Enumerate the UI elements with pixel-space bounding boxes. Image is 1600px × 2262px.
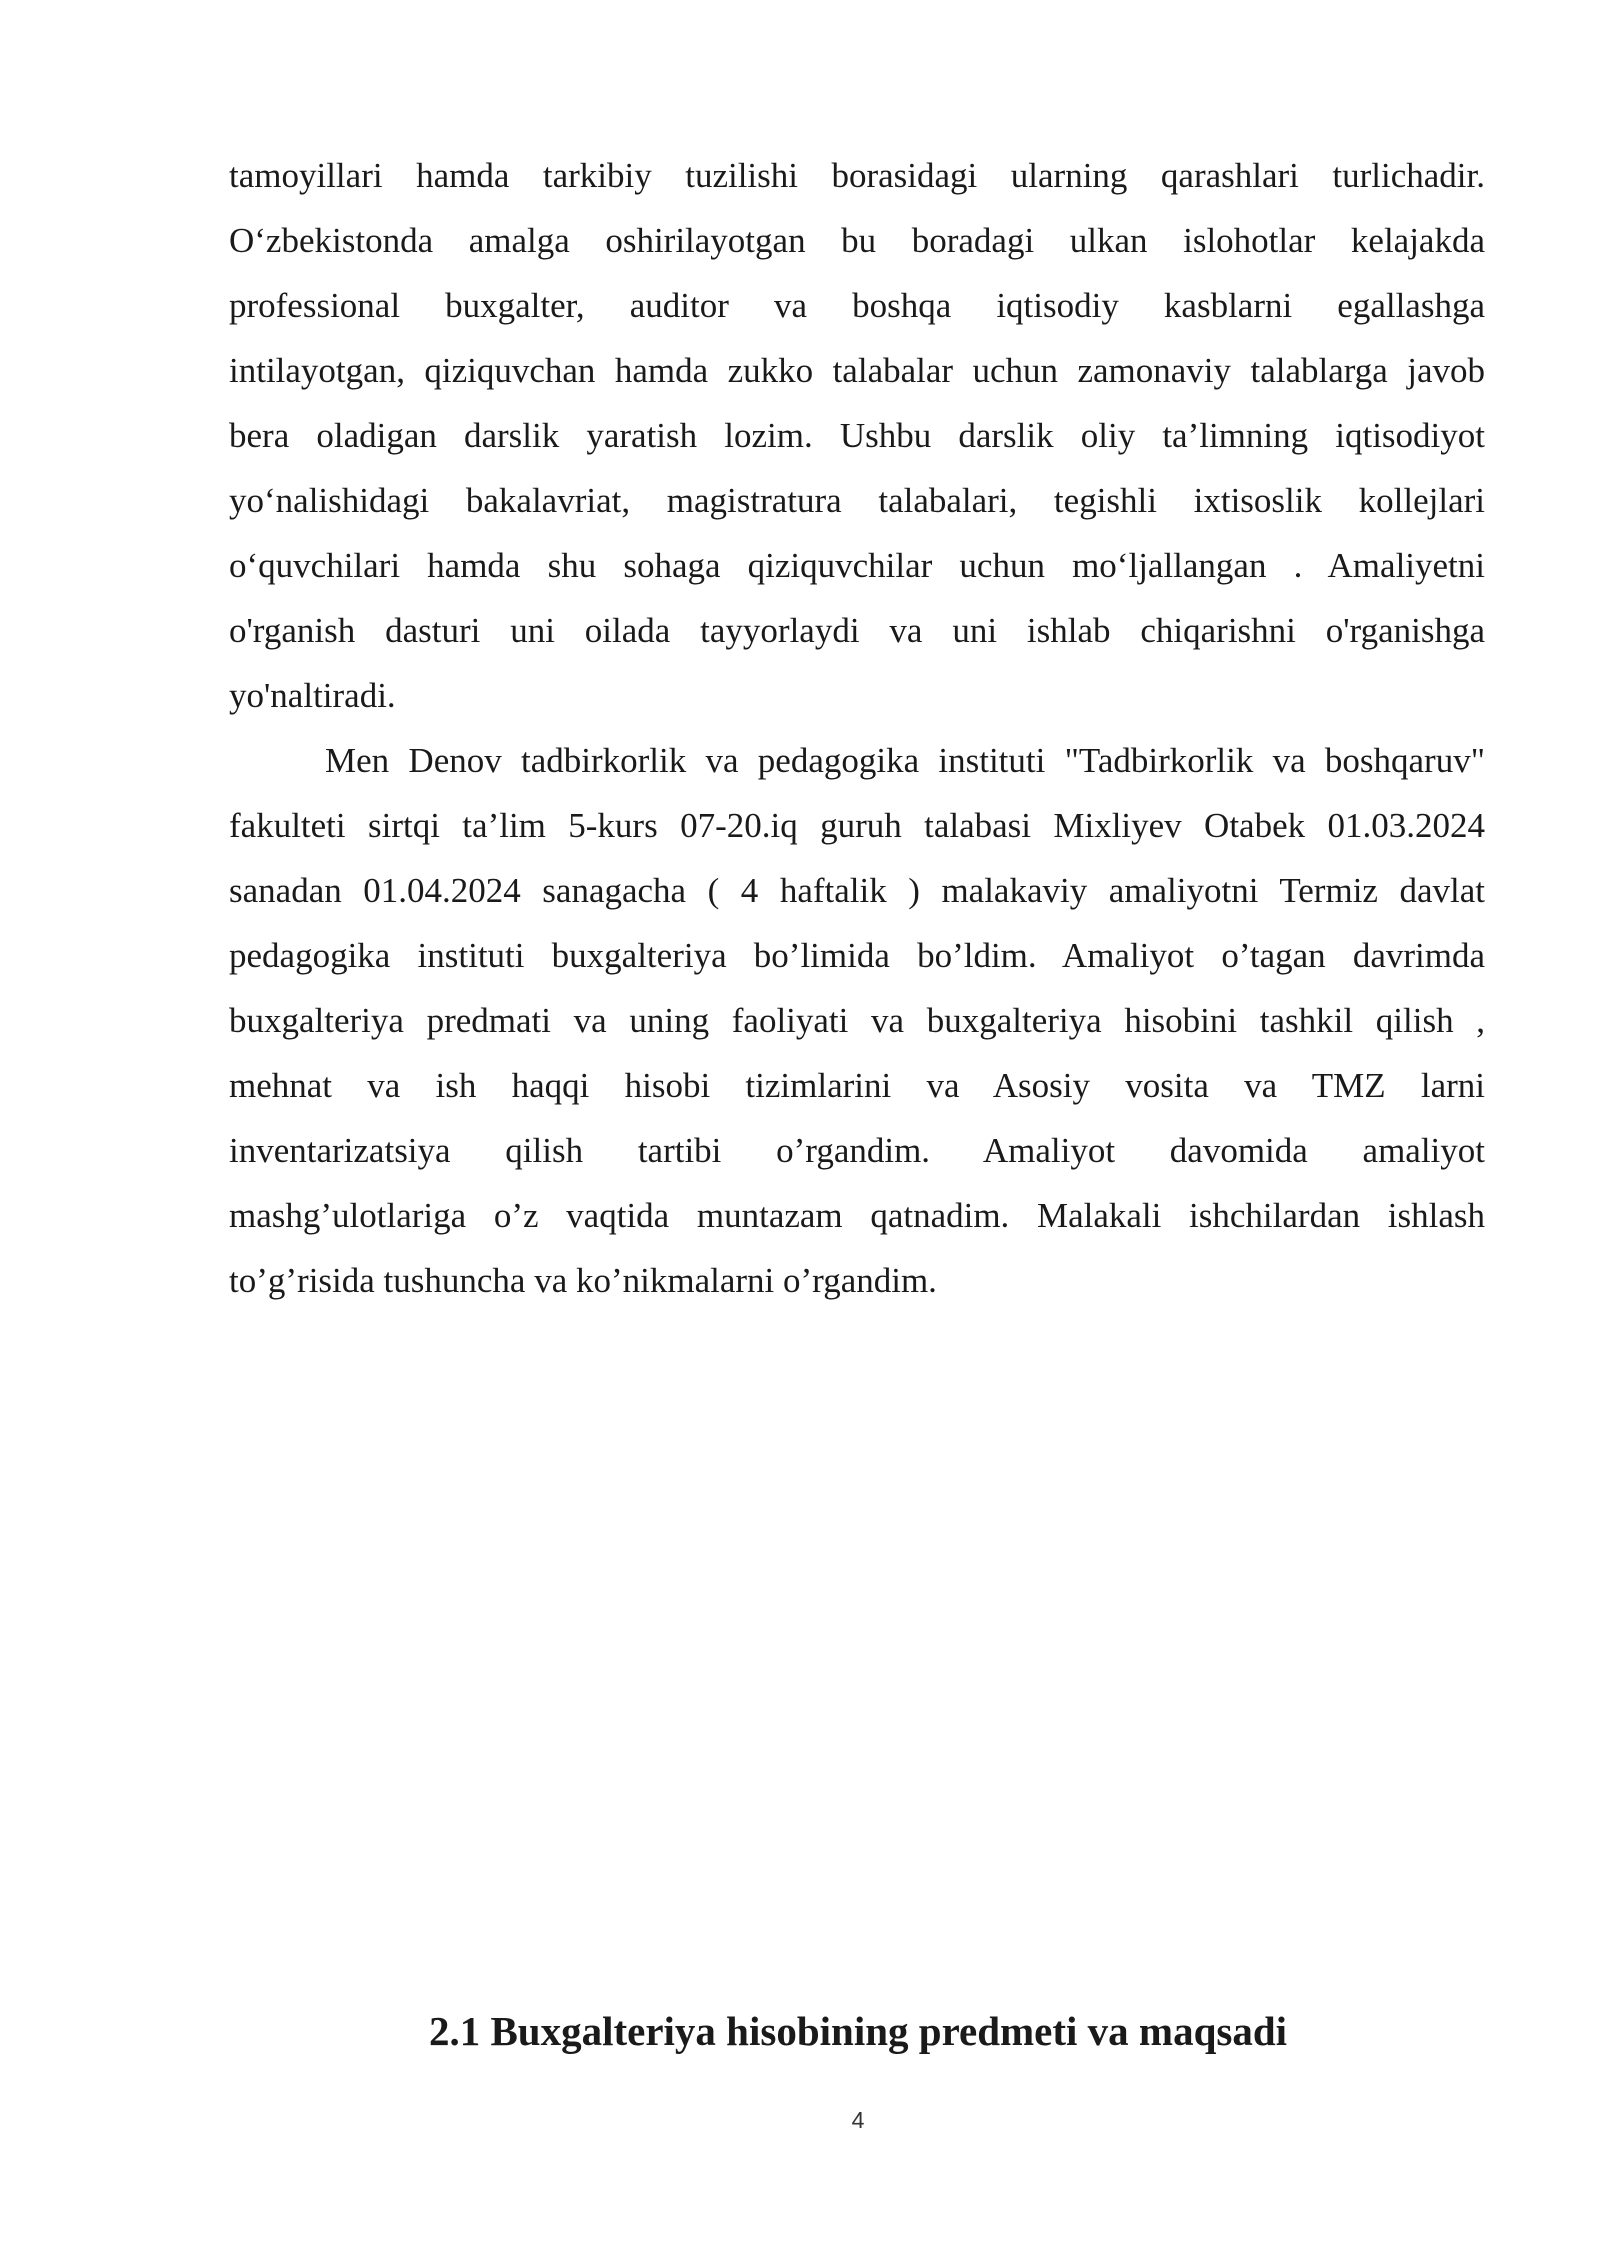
text-line: O‘zbekistonda amalga oshirilayotgan bu boradagi ulkan islohotlar kelajakda bbox=[229, 221, 1485, 260]
section-heading: 2.1 Buxgalteriya hisobining predmeti va maqsadi bbox=[428, 2008, 1288, 2054]
text-line: yo‘nalishidagi bakalavriat, magistratura talabalari, tegishli ixtisoslik kollejlari bbox=[229, 481, 1485, 520]
text-line: to’g’risida tushuncha va ko’nikmalarni o’rgandim. bbox=[229, 1261, 937, 1300]
text-line: inventarizatsiya qilish tartibi o’rgandim. Amaliyot davomida amaliyot bbox=[229, 1131, 1485, 1170]
body-text bbox=[229, 143, 1485, 1313]
text-line: mehnat va ish haqqi hisobi tizimlarini va Asosiy vosita va TMZ larni bbox=[229, 1066, 1485, 1105]
text-line: o'rganish dasturi uni oilada tayyorlaydi va uni ishlab chiqarishni o'rganishga bbox=[229, 611, 1485, 650]
text-line: o‘quvchilari hamda shu sohaga qiziquvchilar uchun mo‘ljallangan . Amaliyetni bbox=[229, 546, 1485, 585]
text-line: yo'naltiradi. bbox=[229, 676, 396, 715]
text-line: professional buxgalter, auditor va boshqa iqtisodiy kasblarni egallashga bbox=[229, 286, 1485, 325]
text-line: mashg’ulotlariga o’z vaqtida muntazam qatnadim. Malakali ishchilardan ishlash bbox=[229, 1196, 1485, 1235]
paragraph-internship bbox=[229, 728, 1485, 1313]
text-line: buxgalteriya predmati va uning faoliyati va buxgalteriya hisobini tashkil qilish , bbox=[229, 1001, 1485, 1040]
text-line: pedagogika instituti buxgalteriya bo’limida bo’ldim. Amaliyot o’tagan davrimda bbox=[229, 936, 1485, 975]
text-line: Men Denov tadbirkorlik va pedagogika instituti "Tadbirkorlik va boshqaruv" bbox=[325, 741, 1485, 780]
text-line: intilayotgan, qiziquvchan hamda zukko talabalar uchun zamonaviy talablarga javob bbox=[229, 351, 1485, 390]
text-line: tamoyillari hamda tarkibiy tuzilishi borasidagi ularning qarashlari turlichadir. bbox=[229, 156, 1485, 195]
paragraph-intro bbox=[229, 143, 1485, 728]
page-number: 4 bbox=[851, 2107, 865, 2133]
text-line: fakulteti sirtqi ta’lim 5-kurs 07-20.iq guruh talabasi Mixliyev Otabek 01.03.2024 bbox=[229, 806, 1485, 845]
text-line: bera oladigan darslik yaratish lozim. Ushbu darslik oliy ta’limning iqtisodiyot bbox=[229, 416, 1485, 455]
text-line: sanadan 01.04.2024 sanagacha ( 4 haftalik ) malakaviy amaliyotni Termiz davlat bbox=[229, 871, 1485, 910]
